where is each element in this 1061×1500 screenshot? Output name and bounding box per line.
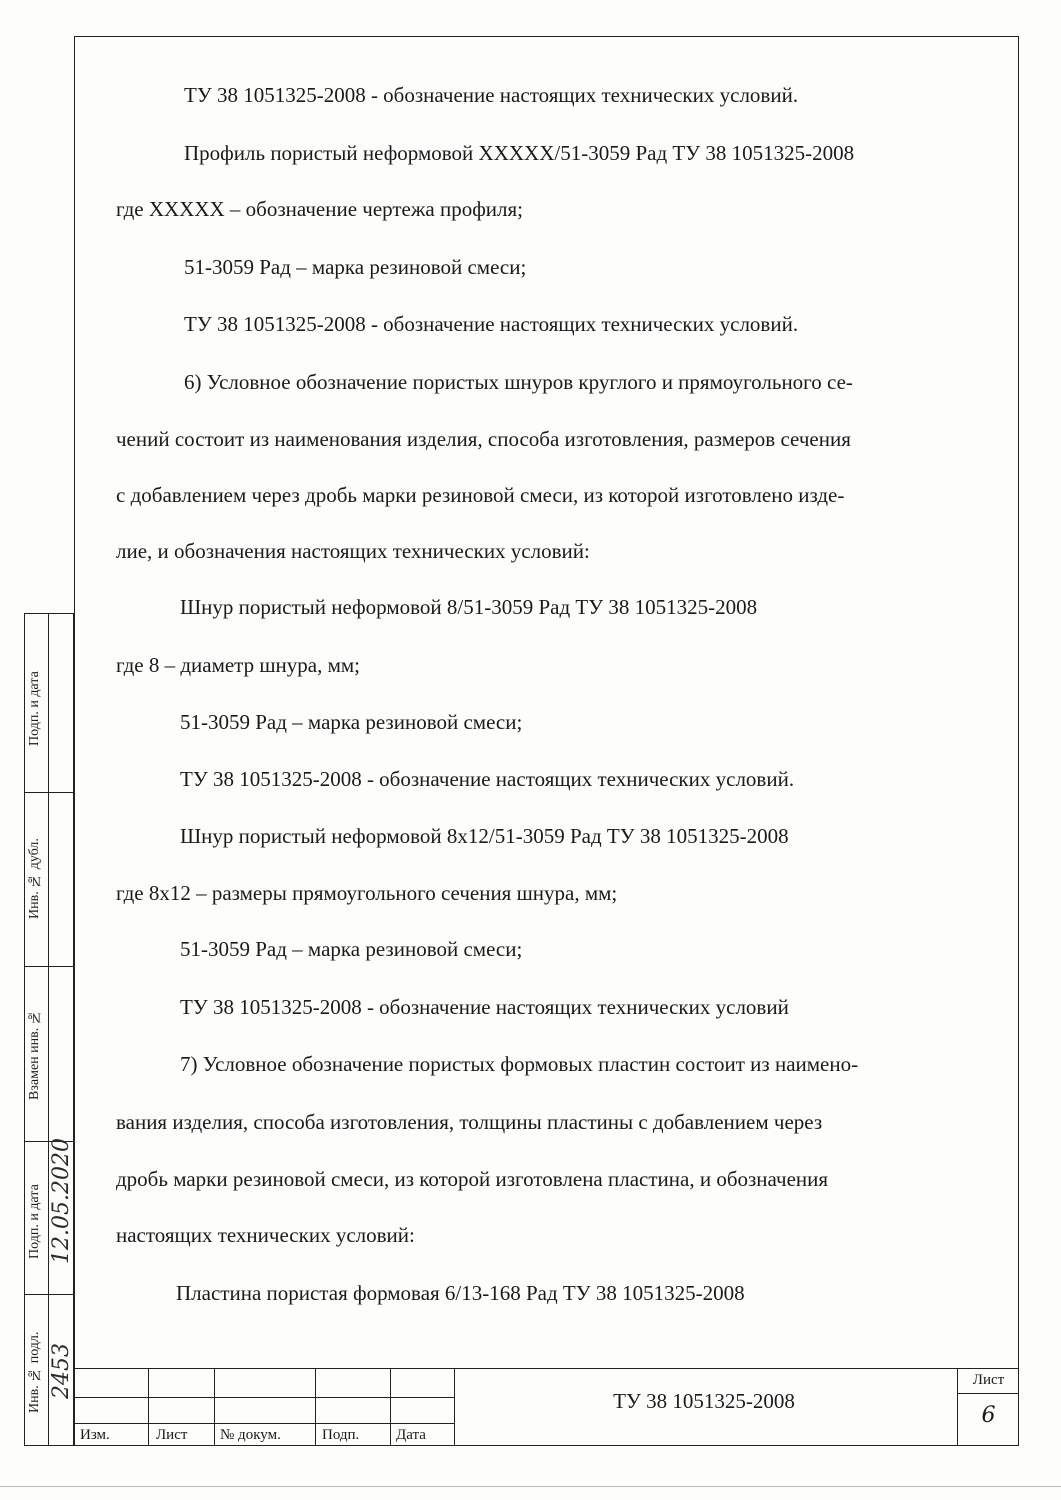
col-header-signature: Подп. bbox=[322, 1427, 360, 1443]
handwritten-date: 12.05.2020 bbox=[49, 1138, 74, 1265]
side-stamp-divider bbox=[25, 1294, 73, 1295]
side-stamp-divider bbox=[25, 792, 73, 793]
title-block-divider bbox=[74, 1397, 454, 1398]
sheet-label: Лист bbox=[972, 1372, 1005, 1388]
body-line: Пластина пористая формовая 6/13-168 Рад ТУ 38 1051325-2008 bbox=[176, 1281, 745, 1305]
body-line: 6) Условное обозначение пористых шнуров круглого и прямоугольного се- bbox=[184, 370, 853, 394]
col-header-doc-no: № докум. bbox=[220, 1427, 281, 1443]
title-block-divider bbox=[148, 1369, 149, 1446]
body-line: Шнур пористый неформовой 8/51-3059 Рад ТУ 38 1051325-2008 bbox=[180, 595, 758, 619]
body-line: где XXXXX – обозначение чертежа профиля; bbox=[116, 197, 524, 221]
body-line: 51-3059 Рад – марка резиновой смеси; bbox=[180, 710, 523, 734]
sheet-number: 6 bbox=[981, 1403, 996, 1428]
side-label-orig-inv: Инв. № подл. bbox=[27, 1331, 42, 1413]
body-line: 7) Условное обозначение пористых формовых пластин состоит из наимено- bbox=[180, 1052, 859, 1076]
body-line: вания изделия, способа изготовления, толщины пластины с добавлением через bbox=[116, 1110, 823, 1134]
body-line: Шнур пористый неформовой 8х12/51-3059 Рад ТУ 38 1051325-2008 bbox=[180, 824, 789, 848]
body-line: лие, и обозначения настоящих технических условий: bbox=[116, 539, 590, 563]
page-bottom-rule bbox=[0, 1486, 1061, 1487]
side-label-dup-inv: Инв. № дубл. bbox=[27, 838, 42, 920]
body-line: дробь марки резиновой смеси, из которой изготовлена пластина, и обозначения bbox=[116, 1167, 829, 1191]
body-line: настоящих технических условий: bbox=[116, 1223, 415, 1247]
col-header-change: Изм. bbox=[80, 1427, 110, 1443]
title-block-divider bbox=[214, 1369, 215, 1446]
side-label-sign-date: Подп. и дата bbox=[27, 671, 42, 747]
title-block-divider bbox=[957, 1393, 1019, 1394]
col-header-date: Дата bbox=[396, 1427, 426, 1443]
title-block-divider bbox=[390, 1369, 391, 1446]
body-line: 51-3059 Рад – марка резиновой смеси; bbox=[184, 255, 527, 279]
body-line: ТУ 38 1051325-2008 - обозначение настоящих технических условий bbox=[180, 995, 789, 1019]
body-line: Профиль пористый неформовой XXXXX/51-3059 Рад ТУ 38 1051325-2008 bbox=[184, 141, 855, 165]
col-header-sheet: Лист bbox=[156, 1427, 188, 1443]
body-line: с добавлением через дробь марки резиновой смеси, из которой изготовлено изде- bbox=[116, 483, 845, 507]
body-line: ТУ 38 1051325-2008 - обозначение настоящих технических условий. bbox=[180, 767, 795, 791]
body-line: ТУ 38 1051325-2008 - обозначение настоящих технических условий. bbox=[184, 312, 799, 336]
body-line: чений состоит из наименования изделия, способа изготовления, размеров сечения bbox=[116, 427, 851, 451]
body-line: где 8 – диаметр шнура, мм; bbox=[116, 653, 361, 677]
body-line: 51-3059 Рад – марка резиновой смеси; bbox=[180, 937, 523, 961]
body-line: ТУ 38 1051325-2008 - обозначение настоящих технических условий. bbox=[184, 83, 799, 107]
title-block-divider bbox=[74, 1423, 454, 1424]
side-label-replace-inv: Взамен инв. № bbox=[27, 1009, 42, 1101]
handwritten-inv-number: 2453 bbox=[49, 1343, 74, 1400]
document-code: ТУ 38 1051325-2008 bbox=[613, 1389, 795, 1413]
side-stamp-divider bbox=[25, 966, 73, 967]
side-stamp bbox=[24, 613, 74, 1446]
body-line: где 8х12 – размеры прямоугольного сечения шнура, мм; bbox=[116, 881, 618, 905]
side-label-sign-date-2: Подп. и дата bbox=[27, 1184, 42, 1259]
title-block-divider bbox=[315, 1369, 316, 1446]
title-block bbox=[74, 1368, 1019, 1446]
